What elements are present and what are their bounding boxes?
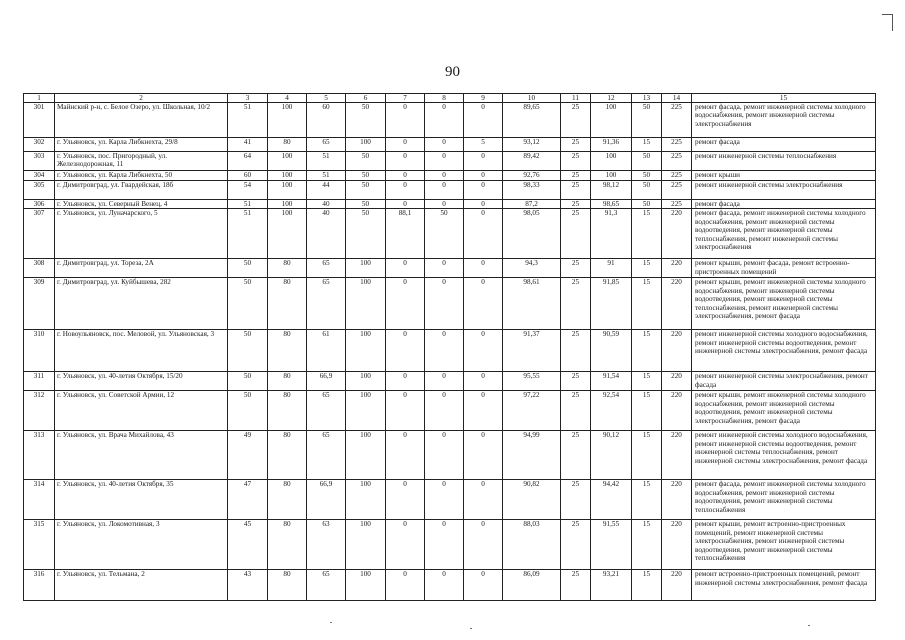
value-cell: 0 [386, 330, 425, 372]
value-cell: 25 [561, 181, 591, 200]
value-cell: 92,76 [503, 171, 561, 181]
value-cell: 100 [346, 431, 386, 480]
value-cell: 98,12 [591, 181, 632, 200]
value-cell: 63 [307, 520, 346, 570]
value-cell: 0 [425, 431, 464, 480]
value-cell: 80 [268, 138, 307, 152]
value-cell: 80 [268, 570, 307, 601]
row-number-cell: 302 [24, 138, 55, 152]
value-cell: 0 [386, 171, 425, 181]
works-cell: ремонт инженерной системы электроснабжения [692, 181, 876, 200]
row-number-cell: 306 [24, 200, 55, 209]
value-cell: 98,05 [503, 209, 561, 259]
value-cell: 66,9 [307, 372, 346, 391]
value-cell: 25 [561, 103, 591, 138]
value-cell: 0 [425, 171, 464, 181]
column-header-15: 15 [692, 94, 876, 103]
column-header-13: 13 [632, 94, 662, 103]
value-cell: 0 [464, 171, 503, 181]
value-cell: 66,9 [307, 480, 346, 520]
value-cell: 0 [386, 278, 425, 330]
value-cell: 0 [464, 278, 503, 330]
value-cell: 87,2 [503, 200, 561, 209]
column-header-10: 10 [503, 94, 561, 103]
value-cell: 0 [464, 480, 503, 520]
value-cell: 89,42 [503, 152, 561, 171]
table-row [24, 372, 876, 391]
value-cell: 100 [591, 171, 632, 181]
value-cell: 0 [464, 181, 503, 200]
value-cell: 80 [268, 391, 307, 431]
value-cell: 93,21 [591, 570, 632, 601]
value-cell: 25 [561, 372, 591, 391]
row-number-cell: 316 [24, 570, 55, 601]
value-cell: 25 [561, 152, 591, 171]
value-cell: 0 [386, 138, 425, 152]
works-cell: ремонт инженерной системы теплоснабжения [692, 152, 876, 171]
value-cell: 25 [561, 278, 591, 330]
works-cell: ремонт инженерной системы электроснабжения, ремонт фасада [692, 372, 876, 391]
column-header-9: 9 [464, 94, 503, 103]
value-cell: 0 [386, 480, 425, 520]
address-cell: г. Ульяновск, ул. Луначарского, 5 [55, 209, 228, 259]
value-cell: 25 [561, 171, 591, 181]
value-cell: 220 [662, 391, 692, 431]
column-header-1: 1 [24, 94, 55, 103]
column-header-5: 5 [307, 94, 346, 103]
value-cell: 50 [632, 200, 662, 209]
value-cell: 50 [632, 103, 662, 138]
value-cell: 0 [464, 152, 503, 171]
page-number: 90 [445, 64, 460, 80]
value-cell: 0 [425, 372, 464, 391]
value-cell: 15 [632, 372, 662, 391]
value-cell: 50 [228, 330, 268, 372]
value-cell: 50 [425, 209, 464, 259]
value-cell: 25 [561, 330, 591, 372]
value-cell: 65 [307, 570, 346, 601]
value-cell: 0 [464, 209, 503, 259]
value-cell: 0 [425, 138, 464, 152]
value-cell: 100 [268, 200, 307, 209]
value-cell: 65 [307, 391, 346, 431]
row-number-cell: 313 [24, 431, 55, 480]
value-cell: 97,22 [503, 391, 561, 431]
value-cell: 15 [632, 520, 662, 570]
value-cell: 90,12 [591, 431, 632, 480]
address-cell: г. Ульяновск, ул. Врача Михайлова, 43 [55, 431, 228, 480]
value-cell: 98,65 [591, 200, 632, 209]
address-cell: г. Ульяновск, ул. 40-летия Октября, 35 [55, 480, 228, 520]
works-cell: ремонт фасада, ремонт инженерной системы холодного водоснабжения, ремонт инженерной системы водоотведения, ремонт инженерной системы теплоснабжения, ремонт инженерной системы электроснабжения [692, 209, 876, 259]
works-cell: ремонт фасада [692, 200, 876, 209]
works-cell: ремонт фасада [692, 138, 876, 152]
value-cell: 91,36 [591, 138, 632, 152]
value-cell: 91,37 [503, 330, 561, 372]
value-cell: 89,65 [503, 103, 561, 138]
row-number-cell: 315 [24, 520, 55, 570]
value-cell: 0 [425, 181, 464, 200]
value-cell: 15 [632, 138, 662, 152]
value-cell: 100 [591, 103, 632, 138]
address-cell: г. Ульяновск, пос. Пригородный, ул. Железнодорожная, 11 [55, 152, 228, 171]
value-cell: 0 [464, 103, 503, 138]
value-cell: 51 [228, 103, 268, 138]
table-row [24, 391, 876, 431]
value-cell: 0 [386, 372, 425, 391]
row-number-cell: 314 [24, 480, 55, 520]
value-cell: 50 [632, 181, 662, 200]
value-cell: 50 [228, 391, 268, 431]
value-cell: 50 [346, 103, 386, 138]
value-cell: 50 [632, 171, 662, 181]
scan-corner-mark [882, 14, 893, 31]
value-cell: 0 [464, 391, 503, 431]
column-header-6: 6 [346, 94, 386, 103]
works-cell: ремонт встроенно-пристроенных помещений, ремонт инженерной системы электроснабжения, ремонт фасада [692, 570, 876, 601]
works-cell: ремонт крыши, ремонт инженерной системы холодного водоснабжения, ремонт инженерной системы водоотведения, ремонт инженерной системы теплоснабжения, ремонт инженерной системы электроснабжения, ремонт фасада [692, 278, 876, 330]
value-cell: 25 [561, 138, 591, 152]
value-cell: 220 [662, 372, 692, 391]
column-header-3: 3 [228, 94, 268, 103]
value-cell: 88,03 [503, 520, 561, 570]
column-header-12: 12 [591, 94, 632, 103]
value-cell: 15 [632, 480, 662, 520]
value-cell: 50 [346, 200, 386, 209]
value-cell: 50 [346, 171, 386, 181]
value-cell: 90,82 [503, 480, 561, 520]
value-cell: 100 [346, 372, 386, 391]
address-cell: г. Димитровград, ул. Куйбышева, 282 [55, 278, 228, 330]
value-cell: 88,1 [386, 209, 425, 259]
value-cell: 0 [464, 200, 503, 209]
value-cell: 64 [228, 152, 268, 171]
works-cell: ремонт крыши, ремонт инженерной системы холодного водоснабжения, ремонт инженерной системы водоотведения, ремонт инженерной системы электроснабжения, ремонт фасада [692, 391, 876, 431]
row-number-cell: 307 [24, 209, 55, 259]
value-cell: 98,61 [503, 278, 561, 330]
value-cell: 44 [307, 181, 346, 200]
value-cell: 225 [662, 171, 692, 181]
value-cell: 0 [425, 200, 464, 209]
table-row [24, 278, 876, 330]
value-cell: 15 [632, 391, 662, 431]
table-row [24, 520, 876, 570]
address-cell: г. Новоульяновск, пос. Меловой, ул. Ульяновская, 3 [55, 330, 228, 372]
value-cell: 49 [228, 431, 268, 480]
value-cell: 5 [464, 138, 503, 152]
value-cell: 0 [386, 570, 425, 601]
row-number-cell: 310 [24, 330, 55, 372]
column-header-11: 11 [561, 94, 591, 103]
value-cell: 100 [346, 391, 386, 431]
value-cell: 91 [591, 259, 632, 278]
value-cell: 220 [662, 480, 692, 520]
value-cell: 0 [425, 278, 464, 330]
value-cell: 100 [346, 480, 386, 520]
value-cell: 100 [346, 278, 386, 330]
value-cell: 100 [346, 570, 386, 601]
value-cell: 90,59 [591, 330, 632, 372]
table-row [24, 103, 876, 138]
works-cell: ремонт инженерной системы холодного водоснабжения, ремонт инженерной системы водоотведения, ремонт инженерной системы теплоснабжения, ремонт инженерной системы электроснабжения, ремонт фасада [692, 431, 876, 480]
value-cell: 0 [425, 480, 464, 520]
value-cell: 100 [268, 103, 307, 138]
row-number-cell: 301 [24, 103, 55, 138]
row-number-cell: 309 [24, 278, 55, 330]
address-cell: г. Ульяновск, ул. Карла Либкнехта, 50 [55, 171, 228, 181]
value-cell: 0 [386, 200, 425, 209]
table-row [24, 570, 876, 601]
value-cell: 86,09 [503, 570, 561, 601]
works-cell: ремонт фасада, ремонт инженерной системы холодного водоснабжения, ремонт инженерной системы электроснабжения [692, 103, 876, 138]
address-cell: г. Ульяновск, ул. 40-летия Октября, 15/20 [55, 372, 228, 391]
value-cell: 25 [561, 570, 591, 601]
value-cell: 61 [307, 330, 346, 372]
value-cell: 41 [228, 138, 268, 152]
scan-speck [470, 628, 472, 629]
value-cell: 50 [346, 181, 386, 200]
value-cell: 0 [386, 181, 425, 200]
table-row [24, 171, 876, 181]
value-cell: 225 [662, 152, 692, 171]
table-row [24, 209, 876, 259]
row-number-cell: 305 [24, 181, 55, 200]
row-number-cell: 308 [24, 259, 55, 278]
value-cell: 15 [632, 431, 662, 480]
row-number-cell: 303 [24, 152, 55, 171]
table-row [24, 200, 876, 209]
value-cell: 65 [307, 259, 346, 278]
value-cell: 15 [632, 278, 662, 330]
value-cell: 50 [228, 259, 268, 278]
value-cell: 0 [464, 372, 503, 391]
value-cell: 0 [425, 520, 464, 570]
value-cell: 100 [346, 520, 386, 570]
value-cell: 40 [307, 209, 346, 259]
value-cell: 0 [464, 431, 503, 480]
value-cell: 225 [662, 200, 692, 209]
value-cell: 50 [346, 209, 386, 259]
value-cell: 0 [386, 259, 425, 278]
value-cell: 0 [386, 431, 425, 480]
value-cell: 95,55 [503, 372, 561, 391]
value-cell: 98,33 [503, 181, 561, 200]
value-cell: 51 [228, 209, 268, 259]
value-cell: 54 [228, 181, 268, 200]
value-cell: 43 [228, 570, 268, 601]
value-cell: 65 [307, 431, 346, 480]
address-cell: г. Димитровград, ул. Гвардейская, 18б [55, 181, 228, 200]
value-cell: 45 [228, 520, 268, 570]
value-cell: 220 [662, 520, 692, 570]
value-cell: 40 [307, 200, 346, 209]
scan-speck [808, 625, 810, 626]
address-cell: г. Димитровград, ул. Тореза, 2А [55, 259, 228, 278]
value-cell: 65 [307, 138, 346, 152]
value-cell: 93,12 [503, 138, 561, 152]
value-cell: 100 [346, 259, 386, 278]
value-cell: 94,42 [591, 480, 632, 520]
value-cell: 15 [632, 570, 662, 601]
column-header-4: 4 [268, 94, 307, 103]
value-cell: 92,54 [591, 391, 632, 431]
value-cell: 15 [632, 209, 662, 259]
value-cell: 0 [425, 152, 464, 171]
value-cell: 80 [268, 259, 307, 278]
value-cell: 80 [268, 431, 307, 480]
value-cell: 220 [662, 431, 692, 480]
value-cell: 91,55 [591, 520, 632, 570]
value-cell: 25 [561, 520, 591, 570]
value-cell: 80 [268, 520, 307, 570]
value-cell: 225 [662, 103, 692, 138]
value-cell: 25 [561, 200, 591, 209]
table-row [24, 431, 876, 480]
value-cell: 0 [464, 520, 503, 570]
works-cell: ремонт крыши, ремонт встроенно-пристроенных помещений, ремонт инженерной системы электроснабжения, ремонт инженерной системы водоотведения, ремонт инженерной системы теплоснабжения [692, 520, 876, 570]
address-cell: г. Ульяновск, ул. Тельмана, 2 [55, 570, 228, 601]
value-cell: 80 [268, 278, 307, 330]
column-header-14: 14 [662, 94, 692, 103]
table-row [24, 181, 876, 200]
table-row [24, 480, 876, 520]
value-cell: 220 [662, 570, 692, 601]
value-cell: 0 [386, 391, 425, 431]
value-cell: 80 [268, 330, 307, 372]
column-header-7: 7 [386, 94, 425, 103]
value-cell: 0 [386, 103, 425, 138]
value-cell: 0 [425, 570, 464, 601]
row-number-cell: 304 [24, 171, 55, 181]
table-row [24, 152, 876, 171]
value-cell: 47 [228, 480, 268, 520]
table-body [24, 103, 876, 601]
value-cell: 0 [425, 103, 464, 138]
value-cell: 50 [346, 152, 386, 171]
value-cell: 25 [561, 259, 591, 278]
address-cell: г. Ульяновск, ул. Локомотивная, 3 [55, 520, 228, 570]
value-cell: 80 [268, 480, 307, 520]
works-cell: ремонт крыши, ремонт фасада, ремонт встроенно-пристроенных помещений [692, 259, 876, 278]
value-cell: 50 [632, 152, 662, 171]
value-cell: 15 [632, 330, 662, 372]
value-cell: 220 [662, 330, 692, 372]
row-number-cell: 311 [24, 372, 55, 391]
value-cell: 100 [591, 152, 632, 171]
value-cell: 225 [662, 138, 692, 152]
value-cell: 220 [662, 259, 692, 278]
value-cell: 91,54 [591, 372, 632, 391]
value-cell: 25 [561, 480, 591, 520]
value-cell: 100 [268, 209, 307, 259]
value-cell: 51 [228, 200, 268, 209]
value-cell: 94,99 [503, 431, 561, 480]
value-cell: 220 [662, 278, 692, 330]
header-row [24, 94, 876, 103]
value-cell: 91,85 [591, 278, 632, 330]
table-row [24, 138, 876, 152]
value-cell: 51 [307, 171, 346, 181]
value-cell: 25 [561, 431, 591, 480]
value-cell: 65 [307, 278, 346, 330]
value-cell: 0 [464, 330, 503, 372]
row-number-cell: 312 [24, 391, 55, 431]
value-cell: 91,3 [591, 209, 632, 259]
value-cell: 60 [307, 103, 346, 138]
value-cell: 25 [561, 391, 591, 431]
value-cell: 15 [632, 259, 662, 278]
scan-speck [330, 622, 332, 623]
table-row [24, 330, 876, 372]
value-cell: 0 [425, 330, 464, 372]
value-cell: 100 [346, 138, 386, 152]
value-cell: 0 [425, 391, 464, 431]
value-cell: 0 [464, 259, 503, 278]
works-cell: ремонт инженерной системы холодного водоснабжения, ремонт инженерной системы водоотведения, ремонт инженерной системы электроснабжения, ремонт фасада [692, 330, 876, 372]
value-cell: 50 [228, 278, 268, 330]
value-cell: 0 [386, 152, 425, 171]
works-cell: ремонт крыши [692, 171, 876, 181]
address-cell: г. Ульяновск, ул. Советской Армии, 12 [55, 391, 228, 431]
value-cell: 25 [561, 209, 591, 259]
value-cell: 50 [228, 372, 268, 391]
value-cell: 51 [307, 152, 346, 171]
value-cell: 0 [386, 520, 425, 570]
value-cell: 100 [268, 171, 307, 181]
value-cell: 80 [268, 372, 307, 391]
value-cell: 60 [228, 171, 268, 181]
address-cell: г. Ульяновск, ул. Северный Венец, 4 [55, 200, 228, 209]
table-row [24, 259, 876, 278]
column-header-2: 2 [55, 94, 228, 103]
address-cell: Майнский р-н, с. Белое Озеро, ул. Школьная, 10/2 [55, 103, 228, 138]
value-cell: 100 [268, 152, 307, 171]
address-cell: г. Ульяновск, ул. Карла Либкнехта, 29/8 [55, 138, 228, 152]
value-cell: 225 [662, 181, 692, 200]
value-cell: 0 [425, 259, 464, 278]
value-cell: 220 [662, 209, 692, 259]
column-header-8: 8 [425, 94, 464, 103]
works-cell: ремонт фасада, ремонт инженерной системы холодного водоснабжения, ремонт инженерной системы водоотведения, ремонт инженерной системы теплоснабжения [692, 480, 876, 520]
value-cell: 100 [346, 330, 386, 372]
value-cell: 94,3 [503, 259, 561, 278]
value-cell: 0 [464, 570, 503, 601]
repair-table [23, 93, 876, 601]
value-cell: 100 [268, 181, 307, 200]
